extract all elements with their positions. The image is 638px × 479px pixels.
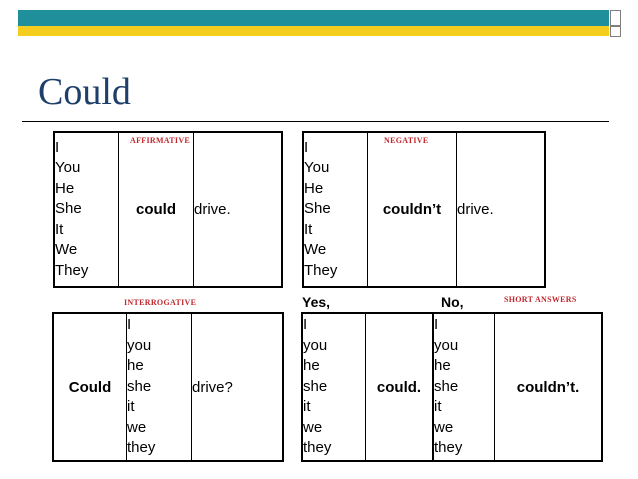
top-accent-bar — [18, 10, 609, 26]
title-underline — [22, 121, 609, 122]
pronoun: I — [434, 316, 439, 334]
pronoun: he — [434, 357, 451, 375]
pronoun: It — [304, 220, 313, 238]
pronoun: we — [127, 418, 147, 436]
pronoun: we — [434, 418, 454, 436]
affirmative-modal: could — [119, 132, 194, 287]
pronoun: you — [303, 336, 328, 354]
pronoun: She — [304, 200, 331, 218]
pronoun: You — [304, 159, 330, 177]
negative-label: NEGATIVE — [384, 136, 429, 145]
negative-table — [302, 131, 546, 288]
pronoun: she — [127, 377, 152, 395]
slide-title: Could — [38, 71, 131, 113]
affirmative-label: AFFIRMATIVE — [130, 136, 191, 145]
pronoun: I — [55, 138, 60, 156]
pronoun: We — [55, 241, 78, 259]
pronoun: they — [127, 439, 156, 457]
yes-pronouns — [302, 313, 366, 461]
top-bar-end-square — [610, 10, 621, 26]
pronoun: He — [55, 179, 75, 197]
no-pronouns — [433, 313, 495, 461]
pronoun: it — [127, 398, 135, 416]
pronoun: she — [434, 377, 459, 395]
negative-pronouns — [303, 132, 368, 287]
pronoun: he — [303, 357, 320, 375]
affirmative-verb: drive. — [194, 132, 283, 287]
short-answers-label: SHORT ANSWERS — [504, 295, 577, 304]
pronoun: they — [434, 439, 463, 457]
pronoun: we — [303, 418, 323, 436]
pronoun: She — [55, 200, 82, 218]
pronoun: they — [303, 439, 332, 457]
pronoun: You — [55, 159, 81, 177]
yellow-accent-bar — [18, 26, 609, 36]
pronoun: I — [127, 316, 132, 334]
negative-modal: couldn’t — [368, 132, 457, 287]
pronoun: It — [55, 220, 64, 238]
interrogative-pronouns — [127, 313, 192, 461]
pronoun: she — [303, 377, 328, 395]
no-heading: No, — [441, 294, 464, 310]
no-modal: couldn’t. — [495, 313, 603, 461]
pronoun: he — [127, 357, 144, 375]
pronoun: it — [303, 398, 311, 416]
affirmative-pronouns — [54, 132, 119, 287]
interrogative-label: INTERROGATIVE — [124, 298, 197, 307]
negative-verb: drive. — [457, 132, 546, 287]
interrogative-modal: Could — [53, 313, 127, 461]
yellow-bar-end-square — [610, 26, 621, 37]
pronoun: you — [434, 336, 459, 354]
pronoun: He — [304, 179, 324, 197]
pronoun: I — [303, 316, 308, 334]
yes-modal: could. — [366, 313, 434, 461]
interrogative-verb: drive? — [192, 313, 284, 461]
pronoun: They — [304, 261, 338, 279]
short-answers-table — [301, 312, 603, 462]
pronoun: They — [55, 261, 89, 279]
pronoun: it — [434, 398, 442, 416]
affirmative-table — [53, 131, 283, 288]
pronoun: I — [304, 138, 309, 156]
pronoun: We — [304, 241, 327, 259]
yes-heading: Yes, — [302, 294, 331, 310]
pronoun: you — [127, 336, 152, 354]
interrogative-table — [52, 312, 284, 462]
